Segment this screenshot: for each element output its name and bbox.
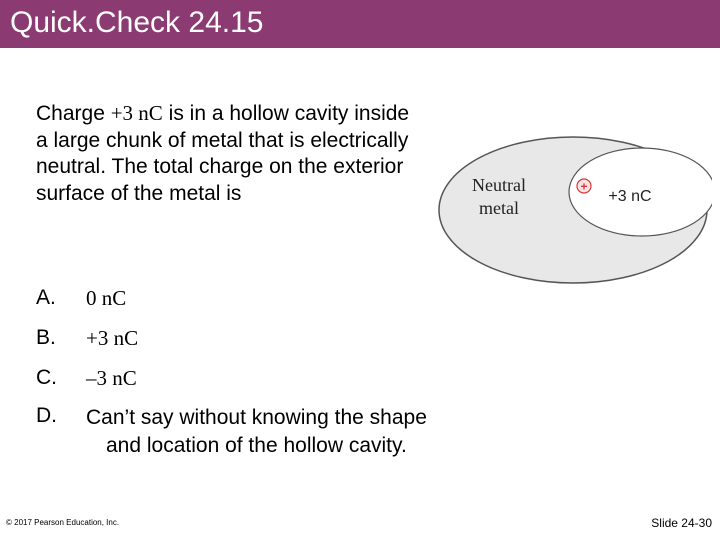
answer-b-letter: B.	[36, 326, 56, 349]
answer-d-text	[86, 404, 506, 460]
title-bar	[0, 0, 720, 48]
answer-d-line2: and location of the hollow cavity.	[106, 434, 407, 457]
question-part2: is in a hollow cavity inside a large chunk of metal that is electrically neutral. The total charge on the exterior surface of the metal is	[36, 102, 410, 205]
answer-c-text: –3 nC	[86, 366, 137, 390]
question-charge: +3 nC	[110, 101, 163, 125]
answer-d-line1: Can’t say without knowing the shape	[86, 406, 427, 429]
charge-label: +3 nC	[608, 188, 652, 205]
answer-d-letter: D.	[36, 404, 57, 427]
charge-plus-symbol: +	[580, 179, 588, 194]
answer-a-letter: A.	[36, 286, 56, 309]
metal-label-line1: Neutral	[472, 175, 526, 195]
cavity-diagram	[436, 134, 712, 286]
answer-a-text: 0 nC	[86, 286, 127, 310]
answer-b-text: +3 nC	[86, 326, 139, 350]
question-part1: Charge	[36, 102, 111, 125]
slide-title: Quick.Check 24.15	[10, 6, 264, 39]
question-text	[36, 100, 416, 207]
footer-slide-number: Slide 24-30	[651, 516, 712, 530]
footer-copyright: © 2017 Pearson Education, Inc.	[6, 518, 120, 527]
answer-c-letter: C.	[36, 366, 57, 389]
metal-label-line2: metal	[479, 198, 519, 218]
